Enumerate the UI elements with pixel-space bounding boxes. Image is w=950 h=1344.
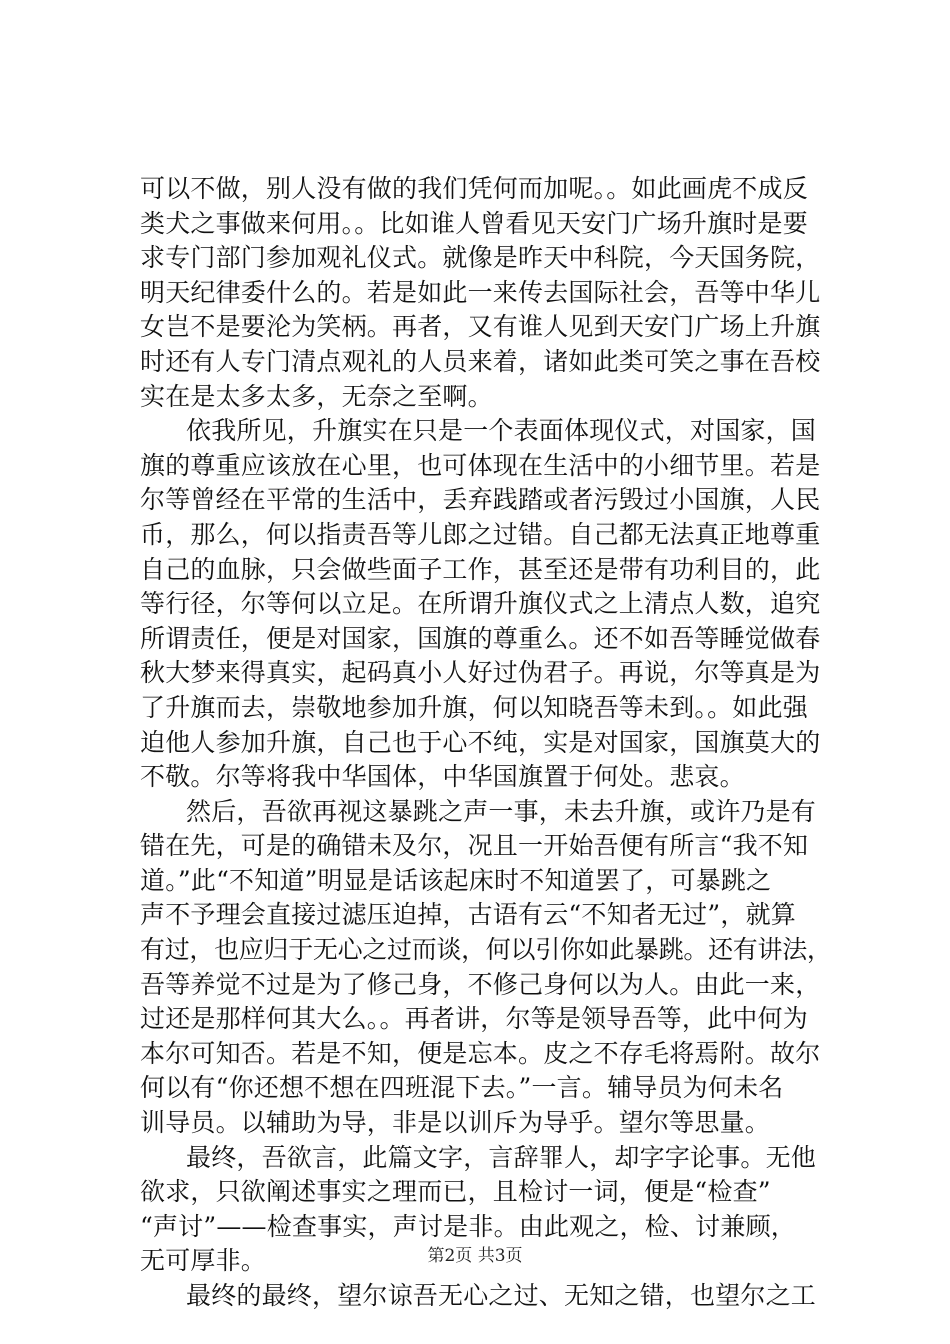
text-line: 过还是那样何其大么。。再者讲，尔等是领导吾等，此中何为 <box>140 1004 808 1034</box>
text-line: 无可厚非。 <box>140 1246 267 1276</box>
text-line: 有过，也应归于无心之过而谈，何以引你如此暴跳。还有讲法， <box>140 935 832 965</box>
text-line: 类犬之事做来何用。。比如谁人曾看见天安门广场升旗时是要 <box>140 208 808 238</box>
text-line: 训导员。以辅助为导，非是以训斥为导乎。望尔等思量。 <box>140 1108 771 1138</box>
page-footer: 第2页 共3页 <box>427 1246 523 1266</box>
text-line: 最终，吾欲言，此篇文字，言辞罪人，却字字论事。无他 <box>186 1142 817 1172</box>
text-line: 等行径，尔等何以立足。在所谓升旗仪式之上清点人数，追究 <box>140 589 821 619</box>
text-line: 最终的最终，望尔谅吾无心之过、无知之错，也望尔之工 <box>186 1281 817 1310</box>
text-line: 币，那么，何以指责吾等儿郎之过错。自己都无法真正地尊重 <box>140 519 821 549</box>
text-line: 了升旗而去，崇敬地参加升旗，何以知晓吾等未到。。如此强 <box>140 692 808 722</box>
text-line: 吾等养觉不过是为了修己身，不修己身何以为人。由此一来， <box>140 969 821 999</box>
text-line: 欲求，只欲阐述事实之理而已，且检讨一词，便是“检查” <box>140 1177 771 1207</box>
text-line: 不敬。尔等将我中华国体，中华国旗置于何处。悲哀。 <box>140 762 745 792</box>
text-line: 秋大梦来得真实，起码真小人好过伪君子。再说，尔等真是为 <box>140 658 821 688</box>
text-line: 旗的尊重应该放在心里，也可体现在生活中的小细节里。若是 <box>140 450 821 480</box>
text-line: 可以不做，别人没有做的我们凭何而加呢。。如此画虎不成反 <box>140 174 808 203</box>
text-line: 明天纪律委什么的。若是如此一来传去国际社会，吾等中华儿 <box>140 277 821 307</box>
text-line: 然后，吾欲再视这暴跳之声一事，未去升旗，或许乃是有 <box>186 796 817 826</box>
text-line: 自己的血脉，只会做些面子工作，甚至还是带有功利目的，此 <box>140 554 821 584</box>
document-body <box>140 172 832 1314</box>
text-line: 实在是太多太多，无奈之至啊。 <box>140 381 493 411</box>
text-line: 求专门部门参加观礼仪式。就像是昨天中科院，今天国务院， <box>140 243 821 273</box>
text-line: 时还有人专门清点观礼的人员来着，诸如此类可笑之事在吾校 <box>140 346 821 376</box>
text-line: 迫他人参加升旗，自己也于心不纯，实是对国家，国旗莫大的 <box>140 727 821 757</box>
text-line: 错在先，可是的确错未及尔，况且一开始吾便有所言“我不知 <box>140 831 809 861</box>
text-line: 道。”此“不知道”明显是话该起床时不知道罢了，可暴跳之 <box>140 865 772 895</box>
text-line: 所谓责任，便是对国家，国旗的尊重么。还不如吾等睡觉做春 <box>140 623 821 653</box>
text-line: 女岂不是要沦为笑柄。再者，又有谁人见到天安门广场上升旗 <box>140 312 821 342</box>
text-line: 声不予理会直接过滤压迫掉，古语有云“不知者无过”，就算 <box>140 900 796 930</box>
text-line: 本尔可知否。若是不知，便是忘本。皮之不存毛将焉附。故尔 <box>140 1038 821 1068</box>
text-line: 尔等曾经在平常的生活中，丢弃践踏或者污毁过小国旗，人民 <box>140 485 821 515</box>
text-line: “声讨”——检查事实，声讨是非。由此观之，检、讨兼顾， <box>140 1211 796 1241</box>
text-line: 依我所见，升旗实在只是一个表面体现仪式，对国家，国 <box>186 416 817 446</box>
text-line: 何以有“你还想不想在四班混下去。”一言。辅导员为何未名 <box>140 1073 784 1103</box>
